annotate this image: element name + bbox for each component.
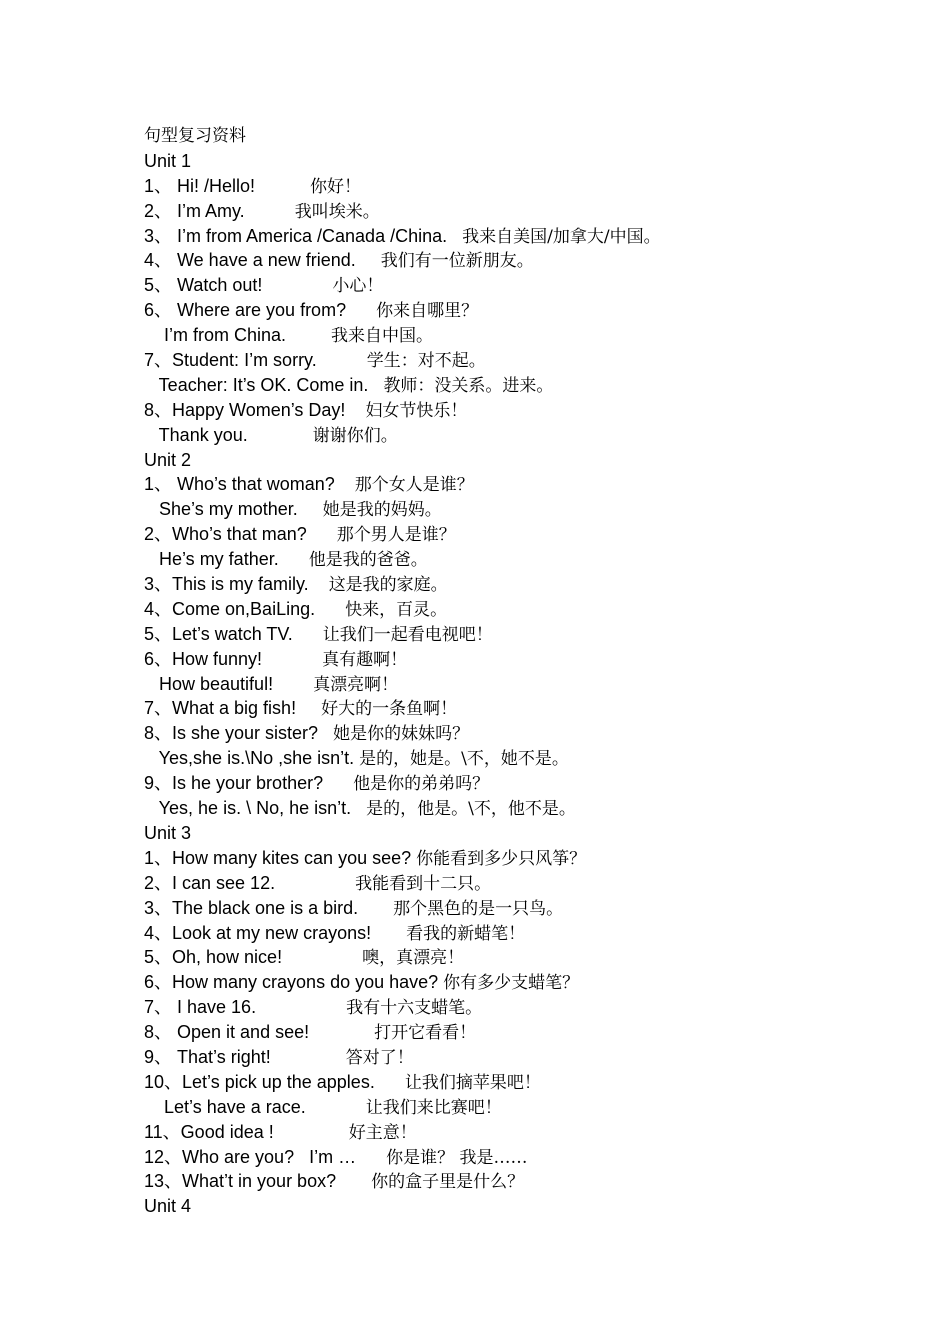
chinese-text: 他是你的弟弟吗？: [353, 774, 490, 795]
sentence-line: [144, 871, 904, 896]
sentence-line: [144, 921, 904, 946]
english-text: 3、The black one is a bird.: [144, 897, 394, 918]
document-title: 句型复习资料: [144, 126, 246, 146]
sentence-line: [144, 472, 904, 497]
chinese-text: 你来自哪里？: [376, 301, 479, 322]
sentence-line: [144, 1120, 904, 1145]
chinese-text: 我能看到十二只。: [355, 873, 492, 894]
english-text: He’s my father.: [144, 549, 309, 570]
sentence-line: [144, 174, 904, 199]
english-text: Unit 3: [144, 822, 192, 843]
sentence-line: [144, 771, 904, 796]
english-text: 8、Is she your sister?: [144, 723, 334, 744]
sentence-line: [144, 323, 904, 348]
sentence-line: [144, 970, 904, 995]
english-text: Unit 4: [144, 1196, 192, 1217]
english-text: She’s my mother.: [144, 499, 323, 520]
english-text: Unit 2: [144, 449, 192, 470]
chinese-text: 他是我的爸爸。: [308, 550, 428, 571]
english-text: 4、Come on,BaiLing.: [144, 598, 346, 619]
chinese-text: 让我们来比赛吧！: [365, 1097, 502, 1118]
english-text: 5、 Watch out!: [144, 275, 333, 296]
chinese-text: 答对了！: [345, 1047, 414, 1068]
chinese-text: 是的，她是。\不，她不是。: [359, 749, 569, 770]
sentence-line: [144, 622, 904, 647]
chinese-text: 妇女节快乐！: [365, 400, 468, 421]
english-text: 10、Let’s pick up the apples.: [144, 1071, 405, 1092]
english-text: 8、Happy Women’s Day!: [144, 399, 366, 420]
chinese-text: 你是谁？ 我是……: [386, 1147, 528, 1168]
english-text: I’m from China.: [144, 325, 332, 346]
chinese-text: 我叫埃米。: [294, 201, 380, 222]
sentence-line: [144, 497, 904, 522]
chinese-text: 我们有一位新朋友。: [380, 251, 534, 272]
sentence-line: [144, 1020, 904, 1045]
chinese-text: 这是我的家庭。: [328, 575, 448, 596]
sentence-line: [144, 522, 904, 547]
sentence-line: [144, 597, 904, 622]
sentence-line: [144, 398, 904, 423]
chinese-text: 快来，百灵。: [345, 599, 448, 620]
english-text: 2、Who’s that man?: [144, 524, 337, 545]
english-text: 6、How many crayons do you have?: [144, 972, 444, 993]
english-text: 13、What’t in your box?: [144, 1171, 372, 1192]
english-text: 5、Let’s watch TV.: [144, 623, 323, 644]
chinese-text: 是的，他是。\不，他不是。: [366, 799, 576, 820]
sentence-line: [144, 1045, 904, 1070]
english-text: 6、 Where are you from?: [144, 300, 377, 321]
english-text: 9、 That’s right!: [144, 1046, 346, 1067]
english-text: 7、What a big fish!: [144, 698, 322, 719]
english-text: How beautiful!: [144, 673, 314, 694]
english-text: 7、Student: I’m sorry.: [144, 350, 367, 371]
english-text: 4、 We have a new friend.: [144, 250, 381, 271]
chinese-text: 小心！: [332, 276, 384, 297]
sentence-line: [144, 224, 904, 249]
chinese-text: 你的盒子里是什么？: [371, 1172, 525, 1193]
english-text: 8、 Open it and see!: [144, 1022, 375, 1043]
english-text: 1、 Who’s that woman?: [144, 474, 355, 495]
sentence-line: [144, 1169, 904, 1194]
english-text: Let’s have a race.: [144, 1096, 366, 1117]
chinese-text: 谢谢你们。: [312, 425, 398, 446]
english-text: Yes,she is.\No ,she isn’t.: [144, 748, 360, 769]
sentence-list: [144, 149, 904, 1219]
unit-heading: [144, 448, 904, 473]
chinese-text: 我有十六支蜡笔。: [346, 998, 483, 1019]
sentence-line: [144, 298, 904, 323]
sentence-line: [144, 423, 904, 448]
chinese-text: 你好！: [310, 176, 362, 197]
english-text: 3、 I’m from America /Canada /China.: [144, 225, 463, 246]
chinese-text: 打开它看看！: [374, 1023, 477, 1044]
sentence-line: [144, 1095, 904, 1120]
english-text: 4、Look at my new crayons!: [144, 922, 407, 943]
english-text: Thank you.: [144, 424, 313, 445]
sentence-line: [144, 721, 904, 746]
unit-heading: [144, 821, 904, 846]
english-text: 7、 I have 16.: [144, 997, 347, 1018]
sentence-line: [144, 796, 904, 821]
chinese-text: 让我们摘苹果吧！: [404, 1072, 541, 1093]
sentence-line: [144, 896, 904, 921]
chinese-text: 好大的一条鱼啊！: [321, 699, 458, 720]
english-text: 3、This is my family.: [144, 574, 329, 595]
chinese-text: 看我的新蜡笔！: [406, 923, 526, 944]
chinese-text: 真漂亮啊！: [313, 674, 399, 695]
sentence-line: [144, 348, 904, 373]
english-text: 2、I can see 12.: [144, 872, 356, 893]
english-text: 1、 Hi! /Hello!: [144, 175, 311, 196]
chinese-text: 我来自美国/加拿大/中国。: [462, 226, 661, 247]
sentence-line: [144, 1145, 904, 1170]
sentence-line: [144, 199, 904, 224]
chinese-text: 我来自中国。: [331, 326, 434, 347]
chinese-text: 真有趣啊！: [322, 649, 408, 670]
english-text: 9、Is he your brother?: [144, 773, 354, 794]
chinese-text: 好主意！: [348, 1122, 417, 1143]
chinese-text: 那个黑色的是一只鸟。: [393, 898, 564, 919]
chinese-text: 你有多少支蜡笔？: [443, 973, 580, 994]
english-text: 12、Who are you? I’m …: [144, 1146, 387, 1167]
english-text: 1、How many kites can you see?: [144, 847, 417, 868]
chinese-text: 你能看到多少只风筝？: [416, 848, 587, 869]
english-text: 5、Oh, how nice!: [144, 947, 363, 968]
sentence-line: [144, 572, 904, 597]
english-text: 6、How funny!: [144, 648, 323, 669]
sentence-line: [144, 647, 904, 672]
english-text: 2、 I’m Amy.: [144, 200, 295, 221]
document-content: [144, 124, 904, 1219]
sentence-line: [144, 696, 904, 721]
sentence-line: [144, 945, 904, 970]
chinese-text: 教师：没关系。进来。: [383, 375, 554, 396]
sentence-line: [144, 672, 904, 697]
chinese-text: 她是你的妹妹吗？: [333, 724, 470, 745]
chinese-text: 让我们一起看电视吧！: [322, 624, 493, 645]
english-text: 11、Good idea !: [144, 1121, 349, 1142]
chinese-text: 那个男人是谁？: [336, 525, 456, 546]
unit-heading: [144, 1194, 904, 1219]
sentence-line: [144, 746, 904, 771]
chinese-text: 噢，真漂亮！: [362, 948, 465, 969]
sentence-line: [144, 846, 904, 871]
sentence-line: [144, 995, 904, 1020]
chinese-text: 学生：对不起。: [366, 351, 486, 372]
unit-heading: [144, 149, 904, 174]
chinese-text: 那个女人是谁？: [354, 475, 474, 496]
sentence-line: [144, 547, 904, 572]
sentence-line: [144, 273, 904, 298]
sentence-line: [144, 373, 904, 398]
chinese-text: 她是我的妈妈。: [322, 500, 442, 521]
english-text: Yes, he is. \ No, he isn’t.: [144, 798, 367, 819]
sentence-line: [144, 248, 904, 273]
english-text: Teacher: It’s OK. Come in.: [144, 374, 384, 395]
english-text: Unit 1: [144, 150, 192, 171]
sentence-line: [144, 1070, 904, 1095]
